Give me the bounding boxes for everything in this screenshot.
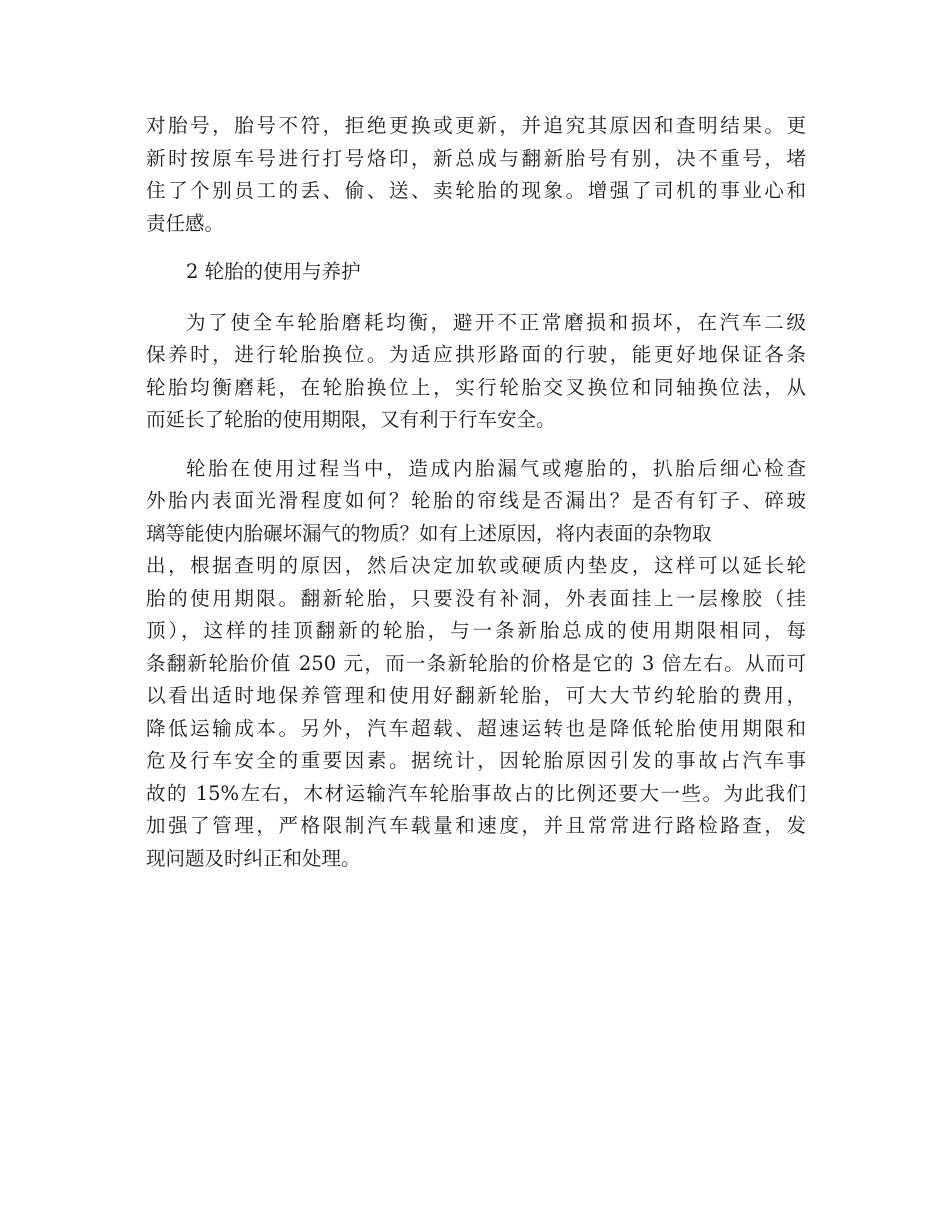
text-line: 加强了管理，严格限制汽车载量和速度，并且常常进行路检路查，发	[146, 814, 806, 837]
paragraph-tire-maintenance	[146, 453, 806, 876]
section-heading-text: 2 轮胎的使用与养护	[186, 260, 361, 283]
text-line: 危及行车安全的重要因素。据统计，因轮胎原因引发的事故占汽车事	[146, 749, 806, 772]
section-heading	[146, 256, 806, 289]
text-line: 外胎内表面光滑程度如何？轮胎的帘线是否漏出？是否有钉子、碎玻	[146, 489, 806, 512]
text-line: 对胎号，胎号不符，拒绝更换或更新，并追究其原因和查明结果。更	[146, 114, 806, 137]
text-line: 胎的使用期限。翻新轮胎，只要没有补洞，外表面挂上一层橡胶（挂	[146, 586, 806, 610]
text-line: 现问题及时纠正和处理。	[146, 846, 361, 870]
text-line: 璃等能使内胎碾坏漏气的物质？如有上述原因，将内表面的杂物取	[146, 521, 712, 545]
text-line: 而延长了轮胎的使用期限，又有利于行车安全。	[146, 408, 556, 431]
text-line: 顶），这样的挂顶翻新的轮胎，与一条新胎总成的使用期限相同，每	[146, 619, 806, 642]
text-line: 保养时，进行轮胎换位。为适应拱形路面的行驶，能更好地保证各条	[146, 343, 806, 366]
paragraph-tire-rotation	[146, 307, 806, 437]
text-line: 新时按原车号进行打号烙印，新总成与翻新胎号有别，决不重号，堵	[146, 146, 806, 170]
text-line: 以看出适时地保养管理和使用好翻新轮胎，可大大节约轮胎的费用，	[146, 684, 806, 707]
text-line: 出，根据查明的原因，然后决定加软或硬质内垫皮，这样可以延长轮	[146, 554, 806, 577]
paragraph-tire-number-check	[146, 110, 806, 240]
text-line: 降低运输成本。另外，汽车超载、超速运转也是降低轮胎使用期限和	[146, 716, 806, 740]
text-line: 轮胎均衡磨耗，在轮胎换位上，实行轮胎交叉换位和同轴换位法，从	[146, 375, 806, 399]
text-line: 为了使全车轮胎磨耗均衡，避开不正常磨损和损坏，在汽车二级	[186, 310, 806, 334]
text-line: 故的 15%左右，木材运输汽车轮胎事故占的比例还要大一些。为此我们	[146, 781, 806, 805]
text-line: 住了个别员工的丢、偷、送、卖轮胎的现象。增强了司机的事业心和	[146, 179, 806, 202]
text-line: 条翻新轮胎价值 250 元，而一条新轮胎的价格是它的 3 倍左右。从而可	[146, 651, 806, 675]
document-body	[146, 110, 806, 891]
text-line: 轮胎在使用过程当中，造成内胎漏气或瘪胎的，扒胎后细心检查	[186, 456, 806, 480]
text-line: 责任感。	[146, 211, 225, 235]
